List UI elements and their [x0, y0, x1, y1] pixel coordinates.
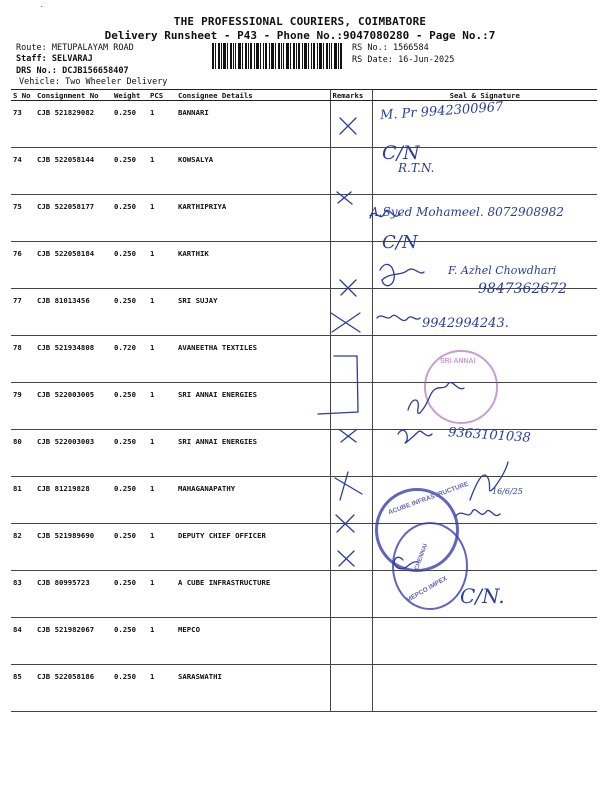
- cell-sno: 84: [11, 618, 35, 665]
- rs-date-line: RS Date: 16-Jun-2025: [352, 55, 455, 65]
- vehicle-line: Vehicle: Two Wheeler Delivery: [19, 77, 168, 87]
- rs-date-value: 16-Jun-2025: [398, 55, 455, 65]
- rs-no-value: 1566584: [392, 43, 429, 53]
- signature-row76: A.Syed Mohameel. 8072908982: [370, 205, 564, 219]
- table-row: [11, 336, 597, 383]
- barcode: [212, 43, 342, 69]
- signature-row81-phone: 9363101038: [447, 425, 532, 446]
- cell-remarks: [330, 289, 372, 336]
- col-remarks: Remarks: [330, 90, 372, 101]
- staff-line: Staff: SELVARAJ: [16, 54, 93, 64]
- cell-remarks: [330, 101, 372, 148]
- cell-pcs: 1: [148, 148, 176, 195]
- corner-mark: .: [40, 2, 44, 9]
- company-title: THE PROFESSIONAL COURIERS, COIMBATORE: [173, 15, 427, 28]
- cell-consignee: KARTHIPRIYA: [176, 195, 330, 242]
- cell-consignee: AVANEETHA TEXTILES: [176, 336, 330, 383]
- table-row: [11, 665, 597, 712]
- cell-seal: [372, 618, 597, 665]
- signature-row74-rtn: R.T.N.: [398, 161, 435, 175]
- cell-sno: 79: [11, 383, 35, 430]
- cell-pcs: 1: [148, 336, 176, 383]
- cell-consignee: SRI ANNAI ENERGIES: [176, 430, 330, 477]
- signature-row74-cn: C/N: [382, 142, 420, 164]
- runsheet-subtitle: Delivery Runsheet - P43 - Phone No.:9047080280 - Page No.:7: [104, 29, 496, 42]
- cell-sno: 75: [11, 195, 35, 242]
- cell-pcs: 1: [148, 477, 176, 524]
- table-row: [11, 383, 597, 430]
- cell-consignment: CJB 522058184: [35, 242, 112, 289]
- table-row: [11, 524, 597, 571]
- cell-sno: 85: [11, 665, 35, 712]
- cell-remarks: [330, 242, 372, 289]
- cell-pcs: 1: [148, 195, 176, 242]
- table-row: [11, 618, 597, 665]
- cell-weight: 0.250: [112, 383, 148, 430]
- cell-consignee: KARTHIK: [176, 242, 330, 289]
- cell-consignment: CJB 522003005: [35, 383, 112, 430]
- cell-weight: 0.250: [112, 148, 148, 195]
- cell-remarks: [330, 571, 372, 618]
- drs-line: DRS No.: DCJB156658407: [16, 66, 129, 76]
- cell-pcs: 1: [148, 571, 176, 618]
- cell-pcs: 1: [148, 289, 176, 336]
- cell-remarks: [330, 618, 372, 665]
- cell-sno: 83: [11, 571, 35, 618]
- col-weight: Weight: [112, 90, 148, 101]
- cell-weight: 0.250: [112, 195, 148, 242]
- cell-consignment: CJB 522058177: [35, 195, 112, 242]
- col-consignment: Consignment No: [35, 90, 112, 101]
- col-consignee: Consignee Details: [176, 90, 330, 101]
- cell-remarks: [330, 524, 372, 571]
- cell-sno: 82: [11, 524, 35, 571]
- table-row: [11, 148, 597, 195]
- cell-consignment: CJB 81013456: [35, 289, 112, 336]
- cell-remarks: [330, 430, 372, 477]
- cell-consignment: CJB 521982067: [35, 618, 112, 665]
- cell-consignee: A CUBE INFRASTRUCTURE: [176, 571, 330, 618]
- rs-no-line: RS No.: 1566584: [352, 43, 429, 53]
- route-line: Route: METUPALAYAM ROAD: [16, 43, 134, 53]
- cell-remarks: [330, 195, 372, 242]
- cell-sno: 73: [11, 101, 35, 148]
- cell-weight: 0.250: [112, 665, 148, 712]
- cell-consignee: SRI SUJAY: [176, 289, 330, 336]
- cell-consignment: CJB 522058186: [35, 665, 112, 712]
- cell-weight: 0.720: [112, 336, 148, 383]
- staff-value: SELVARAJ: [51, 54, 93, 64]
- cell-remarks: [330, 336, 372, 383]
- signature-row76-cn: C/N: [382, 232, 418, 253]
- col-pcs: PCS: [148, 90, 176, 101]
- cell-consignment: CJB 81219828: [35, 477, 112, 524]
- table-row: [11, 571, 597, 618]
- cell-weight: 0.250: [112, 242, 148, 289]
- cell-consignment: CJB 521989690: [35, 524, 112, 571]
- cell-consignee: KOWSALYA: [176, 148, 330, 195]
- cell-sno: 76: [11, 242, 35, 289]
- acube-stamp: ACUBE INFRASTRUCTURE: [375, 488, 459, 572]
- cell-remarks: [330, 477, 372, 524]
- cell-weight: 0.250: [112, 289, 148, 336]
- cell-seal: [372, 665, 597, 712]
- vehicle-value: Two Wheeler Delivery: [65, 77, 168, 87]
- cell-weight: 0.250: [112, 571, 148, 618]
- cell-pcs: 1: [148, 430, 176, 477]
- cell-sno: 74: [11, 148, 35, 195]
- cell-sno: 77: [11, 289, 35, 336]
- cell-weight: 0.250: [112, 101, 148, 148]
- cell-pcs: 1: [148, 383, 176, 430]
- signature-row85-cn: C/N.: [460, 584, 505, 608]
- cell-consignee: SRI ANNAI ENERGIES: [176, 383, 330, 430]
- cell-consignee: DEPUTY CHIEF OFFICER: [176, 524, 330, 571]
- drs-value: DCJB156658407: [62, 66, 129, 76]
- signature-row82-date: 16/6/25: [492, 487, 523, 496]
- cell-pcs: 1: [148, 665, 176, 712]
- cell-sno: 78: [11, 336, 35, 383]
- table-row: [11, 101, 597, 148]
- cell-consignment: CJB 521934808: [35, 336, 112, 383]
- mepco-stamp: MEPCO IMPEX CHENNAI: [392, 522, 468, 610]
- cell-remarks: [330, 148, 372, 195]
- cell-weight: 0.250: [112, 477, 148, 524]
- route-value: METUPALAYAM ROAD: [51, 43, 134, 53]
- cell-pcs: 1: [148, 524, 176, 571]
- cell-weight: 0.250: [112, 524, 148, 571]
- cell-consignment: CJB 521829082: [35, 101, 112, 148]
- table-header-row: [11, 90, 597, 101]
- cell-consignment: CJB 522058144: [35, 148, 112, 195]
- cell-weight: 0.250: [112, 430, 148, 477]
- cell-remarks: [330, 383, 372, 430]
- cell-consignee: BANNARI: [176, 101, 330, 148]
- col-seal-signature: Seal & Signature: [372, 90, 597, 101]
- signature-row73: M. Pr 9942300967: [379, 99, 504, 124]
- cell-consignee: SARASWATHI: [176, 665, 330, 712]
- cell-pcs: 1: [148, 101, 176, 148]
- cell-weight: 0.250: [112, 618, 148, 665]
- signature-row77-phone: 9847362672: [478, 281, 568, 297]
- cell-consignee: MAHAGANAPATHY: [176, 477, 330, 524]
- cell-consignment: CJB 522003003: [35, 430, 112, 477]
- sri-annai-stamp: SRI ANNAI: [424, 350, 498, 424]
- table-row: [11, 477, 597, 524]
- cell-pcs: 1: [148, 242, 176, 289]
- runsheet-table: [11, 89, 597, 712]
- cell-pcs: 1: [148, 618, 176, 665]
- cell-consignee: MEPCO: [176, 618, 330, 665]
- col-sno: S No: [11, 90, 35, 101]
- cell-remarks: [330, 665, 372, 712]
- signature-row77-name: F. Azhel Chowdhari: [448, 264, 557, 277]
- cell-consignment: CJB 80995723: [35, 571, 112, 618]
- cell-sno: 80: [11, 430, 35, 477]
- signature-row78-phone: 9942994243.: [422, 316, 509, 331]
- cell-sno: 81: [11, 477, 35, 524]
